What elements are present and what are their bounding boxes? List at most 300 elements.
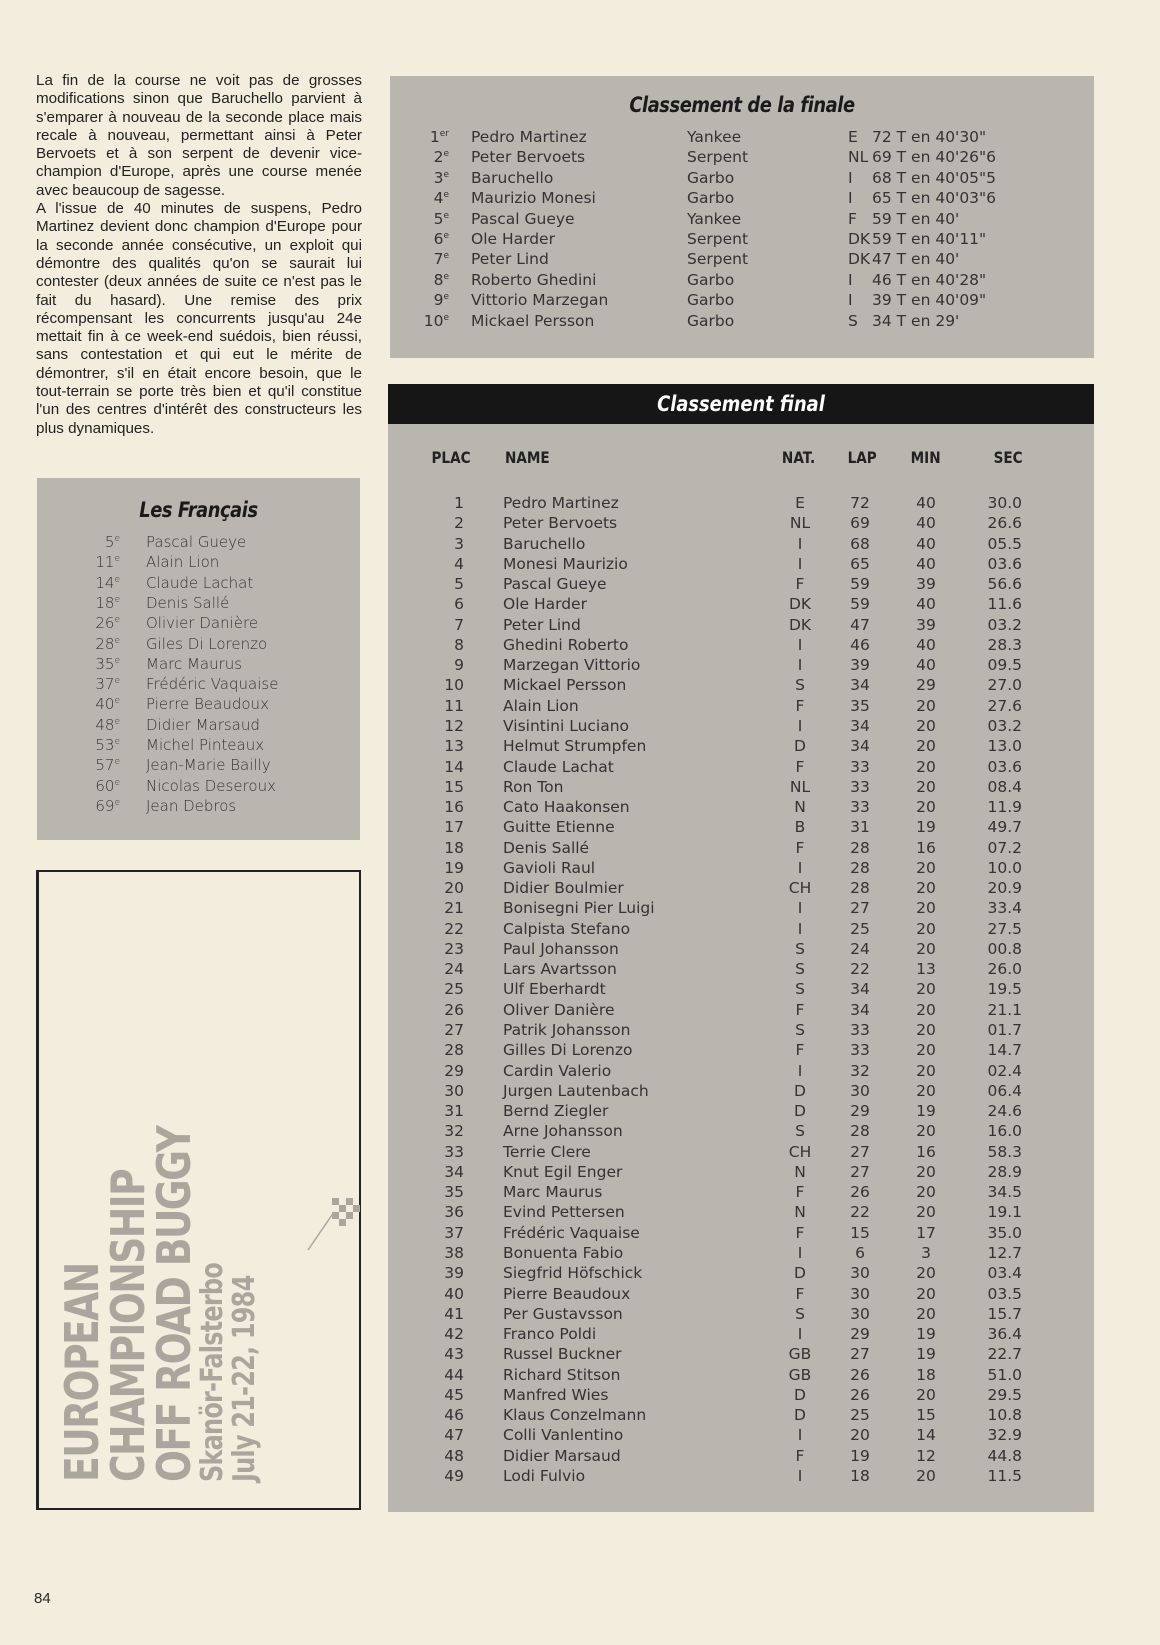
table-row [388,1203,1094,1223]
laps: 30 [850,1284,870,1303]
rank-suffix: e [443,149,449,160]
rank: 35e [95,654,120,673]
minutes: 20 [916,1466,936,1485]
driver-name: Alain Lion [503,696,579,715]
rank-suffix: e [114,777,120,788]
table-row [388,535,1094,555]
laps: 27 [850,1162,870,1181]
driver-name: Colli Vanlentino [503,1426,624,1445]
nationality: F [795,1446,805,1465]
table-row [388,1467,1094,1487]
place: 32 [444,1122,464,1141]
minutes: 40 [916,534,936,553]
rank-suffix: e [443,231,449,241]
driver-name: Guitte Etienne [503,818,615,837]
team-name: Yankee [687,209,742,228]
table-row [388,778,1094,798]
nationality: I [797,635,803,654]
minutes: 20 [916,1081,936,1100]
poster-date: July 21-22, 1984 [227,1275,262,1482]
laps: 27 [850,899,870,918]
place: 18 [444,838,464,857]
rank: 5e [104,533,120,551]
nationality: F [795,1223,805,1242]
minutes: 39 [916,575,936,594]
seconds: 03.6 [987,554,1022,573]
laps: 6 [855,1243,865,1262]
seconds: 27.6 [987,696,1022,715]
minutes: 20 [916,1203,936,1222]
nationality: N [794,1162,806,1181]
nationality: GB [788,1365,812,1384]
seconds: 00.8 [987,939,1022,958]
nationality: I [797,716,803,735]
poster-line: EUROPEAN [55,1263,109,1482]
article-paragraph: A l'issue de 40 minutes de suspens, Pedro Martinez devient donc champion d'Europe pour la seconde année consécutive, un exploit qui démontre des qualités qu'on se saurait lui contester (deux années de suite ce n'est pas le fait du hasard). Une remise des prix récompensant les concurrents jusqu'au 24e mettait fin à ce week-end suédois, bien réussi, sans contestation et qui eut le mérite de démontrer, s'il en était encore besoin, que le tout-terrain se porte très bien et qu'il constitue l'un des centres d'intérêt des constructeurs les plus dynamiques. [36,200,362,437]
rank-suffix: e [114,635,120,646]
table-row [388,697,1094,717]
driver-name: Jurgen Lautenbach [503,1081,649,1100]
nationality: I [797,554,803,573]
minutes: 20 [916,777,936,796]
nationality: F [795,757,805,776]
final-standings-table [388,384,1094,1512]
minutes: 20 [916,858,936,877]
table-row [388,1122,1094,1142]
seconds: 26.0 [987,960,1022,979]
place: 16 [444,798,464,817]
laps: 33 [850,757,870,776]
rank-suffix: e [114,797,120,808]
nationality: E [795,494,805,512]
column-header-lap: LAP [847,448,877,467]
place: 35 [444,1183,464,1202]
place: 24 [444,960,464,979]
driver-name: Mickael Persson [471,311,595,330]
table-row [388,920,1094,940]
poster-place: Skanör-Falsterbo [195,1263,230,1482]
rank-suffix: e [443,169,449,180]
list-item [37,695,360,715]
nationality: I [848,270,853,289]
seconds: 49.7 [987,818,1022,837]
team-name: Serpent [687,250,749,269]
minutes: 20 [916,1264,936,1283]
table-row [388,616,1094,636]
minutes: 20 [916,1000,936,1019]
table-row [390,271,1094,291]
driver-name: Knut Egil Enger [503,1162,623,1181]
minutes: 20 [916,1041,936,1060]
table-row [388,595,1094,615]
driver-name: Richard Stitson [503,1365,621,1384]
column-header-min: MIN [910,448,941,467]
laps: 39 [850,656,870,675]
driver-name: Ole Harder [503,595,587,614]
minutes: 20 [916,1162,936,1181]
minutes: 40 [916,514,936,533]
table-row [388,758,1094,778]
laps: 27 [850,1345,870,1364]
finale-title: Classement de la finale [629,93,855,117]
french-results-title: Les Français [139,498,258,522]
driver-name: Denis Sallé [503,838,590,857]
seconds: 30.0 [987,494,1022,512]
result: 59 T en 40' [872,209,960,228]
nationality: S [795,960,805,979]
rank: 9e [433,291,449,310]
driver-name: Peter Bervoets [503,514,618,533]
table-row [388,494,1094,514]
rank: 8e [433,270,449,289]
seconds: 28.9 [987,1162,1022,1181]
place: 28 [444,1041,464,1060]
minutes: 20 [916,1183,936,1202]
driver-name: Siegfrid Höfschick [503,1264,643,1283]
driver-name: Ole Harder [471,230,555,248]
nationality: I [797,919,803,938]
seconds: 01.7 [987,1021,1022,1040]
laps: 29 [850,1325,870,1344]
seconds: 03.2 [987,716,1022,735]
nationality: I [848,189,853,208]
table-row [390,312,1094,332]
nationality: F [848,209,857,228]
result: 65 T en 40'03"6 [872,189,997,208]
table-row [388,818,1094,838]
minutes: 20 [916,798,936,817]
place: 47 [444,1426,464,1445]
rank-suffix: e [443,312,449,323]
french-results-box [37,478,360,840]
rank: 1er [429,128,449,146]
rank: 10e [423,311,449,330]
minutes: 18 [916,1365,936,1384]
laps: 27 [850,1142,870,1161]
place: 38 [444,1243,464,1262]
place: 7 [454,615,464,634]
driver-name: Giles Di Lorenzo [146,634,268,653]
seconds: 03.5 [987,1284,1022,1303]
checkered-flag-icon [304,1192,364,1252]
seconds: 56.6 [987,575,1022,594]
minutes: 17 [916,1223,936,1242]
table-row [388,1224,1094,1244]
table-row [388,1264,1094,1284]
result: 69 T en 40'26"6 [872,148,997,167]
laps: 59 [850,575,870,594]
team-name: Garbo [687,189,735,208]
driver-name: Pierre Beaudoux [503,1284,631,1303]
rank-suffix: e [114,696,120,707]
place: 13 [444,737,464,756]
minutes: 20 [916,939,936,958]
list-item [37,574,360,594]
list-item [37,655,360,675]
nationality: DK [848,250,871,269]
rank: 18e [95,593,120,612]
driver-name: Bernd Ziegler [503,1102,609,1121]
table-row [390,230,1094,250]
place: 37 [444,1223,464,1242]
table-row [388,839,1094,859]
rank: 26e [95,614,120,633]
rank-suffix: e [443,271,449,282]
driver-name: Baruchello [471,168,554,187]
place: 11 [444,696,464,715]
rank: 40e [95,695,120,714]
list-item [37,736,360,756]
laps: 33 [850,777,870,796]
place: 40 [444,1284,464,1303]
driver-name: Oliver Danière [503,1000,615,1019]
nationality: D [794,1081,806,1100]
laps: 32 [850,1061,870,1080]
laps: 25 [850,1406,870,1425]
table-row [388,1143,1094,1163]
minutes: 16 [916,838,936,857]
table-row [390,250,1094,270]
team-name: Serpent [687,230,749,248]
nationality: S [795,980,805,999]
column-header-name: NAME [504,448,550,467]
table-row [388,656,1094,676]
nationality: CH [788,1142,812,1161]
place: 36 [444,1203,464,1222]
result: 47 T en 40' [872,250,960,269]
poster-line: OFF ROAD BUGGY [147,1126,201,1482]
nationality: F [795,1000,805,1019]
seconds: 28.3 [987,635,1022,654]
driver-name: Visintini Luciano [503,716,630,735]
rank: 37e [95,675,120,694]
rank: 53e [95,736,120,754]
driver-name: Jean-Marie Bailly [146,756,271,775]
driver-name: Russel Buckner [503,1345,622,1364]
driver-name: Helmut Strumpfen [503,737,647,756]
rank: 57e [95,756,120,775]
column-header-nat: NAT. [781,448,816,467]
table-row [388,1244,1094,1264]
seconds: 27.5 [987,919,1022,938]
nationality: D [794,1264,806,1283]
rank-suffix: e [114,534,120,544]
minutes: 3 [921,1243,931,1262]
nationality: I [797,1325,803,1344]
seconds: 11.6 [987,595,1022,614]
place: 42 [444,1325,464,1344]
place: 45 [444,1385,464,1404]
driver-name: Didier Marsaud [146,715,260,734]
nationality: DK [788,595,812,614]
driver-name: Bonuenta Fabio [503,1243,624,1262]
place: 9 [454,656,464,675]
table-row [388,514,1094,534]
laps: 33 [850,1041,870,1060]
rank-suffix: e [114,615,120,626]
driver-name: Gavioli Raul [503,858,596,877]
rank-suffix: e [114,757,120,768]
driver-name: Marzegan Vittorio [503,656,641,675]
table-row [388,1102,1094,1122]
rank: 14e [95,573,120,592]
nationality: S [795,676,805,695]
seconds: 32.9 [987,1426,1022,1445]
driver-name: Alain Lion [146,553,220,572]
seconds: 13.0 [987,737,1022,756]
driver-name: Pierre Beaudoux [146,695,269,714]
list-item [37,533,360,553]
minutes: 20 [916,1122,936,1141]
team-name: Serpent [687,148,749,167]
place: 31 [444,1102,464,1121]
seconds: 26.6 [987,514,1022,533]
driver-name: Pedro Martinez [471,128,587,146]
table-row [388,1426,1094,1446]
seconds: 29.5 [987,1385,1022,1404]
driver-name: Didier Marsaud [503,1446,621,1465]
place: 20 [444,879,464,898]
nationality: I [797,1243,803,1262]
laps: 33 [850,1021,870,1040]
minutes: 19 [916,1345,936,1364]
minutes: 20 [916,716,936,735]
place: 33 [444,1142,464,1161]
table-row [388,1325,1094,1345]
nationality: F [795,575,805,594]
driver-name: Nicolas Deseroux [146,776,276,795]
place: 29 [444,1061,464,1080]
nationality: S [795,1021,805,1040]
place: 1 [454,494,464,512]
table-row [388,1041,1094,1061]
table-row [388,1386,1094,1406]
minutes: 20 [916,879,936,898]
driver-name: Patrik Johansson [503,1021,631,1040]
laps: 72 [850,494,870,512]
rank: 60e [95,776,120,795]
laps: 59 [850,595,870,614]
seconds: 20.9 [987,879,1022,898]
table-row [388,899,1094,919]
driver-name: Frédéric Vaquaise [503,1223,640,1242]
nationality: D [794,1385,806,1404]
nationality: F [795,696,805,715]
seconds: 03.6 [987,757,1022,776]
seconds: 03.2 [987,615,1022,634]
nationality: B [794,818,806,837]
poster-text [55,1002,262,1482]
minutes: 14 [916,1426,936,1445]
nationality: D [794,737,806,756]
team-name: Garbo [687,291,735,310]
seconds: 07.2 [987,838,1022,857]
seconds: 08.4 [987,777,1022,796]
seconds: 10.8 [987,1406,1022,1425]
table-row [388,859,1094,879]
rank-suffix: e [443,210,449,221]
rank-suffix: e [114,554,120,565]
driver-name: Vittorio Marzegan [471,291,609,310]
driver-name: Klaus Conzelmann [503,1406,647,1425]
article-paragraph: La fin de la course ne voit pas de grosses modifications sinon que Baruchello parvient à s'emparer à nouveau de la seconde place mais recale à nouveau, permettant ainsi à Peter Bervoets et à son serpent de devenir vice-champion d'Europe, après une course menée avec beaucoup de sagesse. [36,72,362,199]
nationality: I [797,534,803,553]
minutes: 40 [916,635,936,654]
minutes: 29 [916,676,936,695]
place: 6 [454,595,464,614]
minutes: 19 [916,1325,936,1344]
rank-suffix: e [114,574,120,585]
table-row [388,737,1094,757]
seconds: 27.0 [987,676,1022,695]
seconds: 58.3 [987,1142,1022,1161]
list-item [37,797,360,817]
driver-name: Peter Lind [503,615,581,634]
rank: 48e [95,715,120,734]
driver-name: Frédéric Vaquaise [146,675,279,694]
finale-results-box [390,76,1094,358]
minutes: 20 [916,1385,936,1404]
driver-name: Ulf Eberhardt [503,980,606,999]
place: 43 [444,1345,464,1364]
result: 39 T en 40'09" [872,291,987,310]
rank-suffix: e [443,190,449,201]
table-row [388,676,1094,696]
place: 41 [444,1304,464,1323]
minutes: 20 [916,899,936,918]
driver-name: Marc Maurus [503,1183,603,1202]
rank: 11e [95,553,120,572]
team-name: Garbo [687,270,735,289]
nationality: N [794,1203,806,1222]
rank-suffix: e [114,737,120,747]
laps: 28 [850,858,870,877]
laps: 29 [850,1102,870,1121]
rank: 7e [433,250,449,269]
seconds: 03.4 [987,1264,1022,1283]
laps: 22 [850,1203,870,1222]
laps: 26 [850,1183,870,1202]
place: 19 [444,858,464,877]
rank-suffix: e [114,655,120,666]
driver-name: Terrie Clere [503,1142,591,1161]
seconds: 11.9 [987,798,1022,817]
seconds: 19.1 [987,1203,1022,1222]
nationality: D [794,1406,806,1425]
column-header-plac: PLAC [431,448,471,467]
place: 5 [454,575,464,594]
driver-name: Pedro Martinez [503,494,619,512]
place: 17 [444,818,464,837]
minutes: 19 [916,818,936,837]
laps: 35 [850,696,870,715]
event-poster [36,870,361,1510]
minutes: 40 [916,494,936,512]
laps: 34 [850,676,870,695]
place: 8 [454,635,464,654]
place: 22 [444,919,464,938]
page-number: 84 [34,1590,51,1607]
place: 23 [444,939,464,958]
driver-name: Ron Ton [503,777,564,796]
nationality: F [795,1284,805,1303]
table-row [388,1163,1094,1183]
table-row [388,798,1094,818]
driver-name: Denis Sallé [146,593,230,612]
final-standings-title: Classement final [657,392,825,416]
seconds: 09.5 [987,656,1022,675]
list-item [37,594,360,614]
